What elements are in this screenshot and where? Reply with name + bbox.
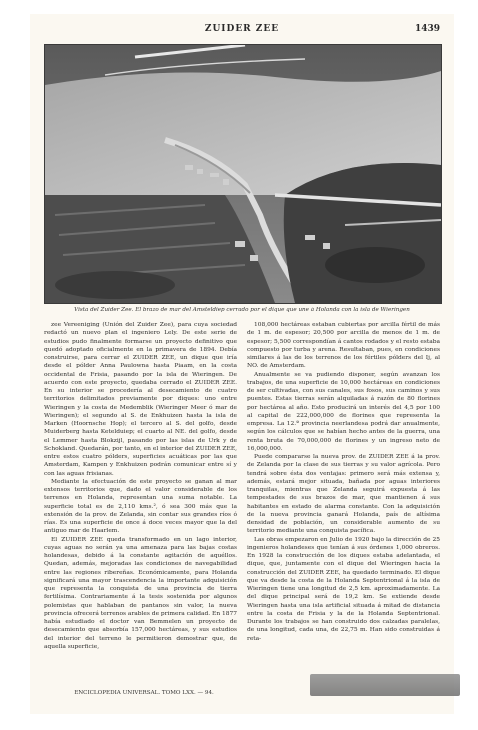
aerial-photograph: [44, 44, 442, 304]
paragraph: Las obras empezaron en Julio de 1920 bajo la dirección de 25 ingenieros holandeses que tenían á sus órdenes 1,000 obreros. En 1928 la construcción de los diques estaba adelantada, el dique, que, juntamente con el dique del Wieringen hacia la construcción del ZUIDER ZEE, ha quedado terminado. El dique que va desde la costa de la Holanda Septentrional á la isla de Wieringen tiene una longitud de 2,5 km. aproximadamente. La del dique principal será de 19,2 km. Se extiende desde Wieringen hasta una isla artificial situada á mitad de distancia entre la costa de Frisia y la de la Holanda Septentrional. Durante los trabajos se han construido dos calzadas paralelas, de una longitud, cada una, de 22,75 m. Han sido construidas á reta-: [247, 536, 440, 642]
paragraph: Puede compararse la nueva prov. de ZUIDER ZEE á la prov. de Zelanda por la clase de sus tierras y su valor agrícola. Pero tendrá sobre ésta dos ventajas: primero será más extensa y, además, estará mejor situada, bañada por aguas interiores tranquilas, mientras que Zelanda seguirá expuesta á las tempestades de sus brazos de mar, que mantienen á sus habitantes en estado de alarma constante. Con la adquisición de la nueva provincia ganará Holanda, país de altísima densidad de población, un considerable aumento de su territorio mediante una conquista pacífica.: [247, 454, 440, 535]
page-footer: ENCICLOPEDIA UNIVERSAL. TOMO LXX. — 94.: [74, 690, 214, 696]
aerial-photo-image: [45, 45, 441, 303]
paragraph: El ZUIDER ZEE queda transformado en un lago interior, cuyas aguas no serán ya una amenaza para las bajas costas holandesas, debido á la constante agitación de aquéllos. Quedan, además, mejoradas las condiciones de navegabilidad entre las regiones ribereñas. Económicamente, para Holanda significará una mayor trascendencia la importante adquisición que representa la conquista de una provincia de tierra fertilísima. Contrariamente á la tesis sostenida por algunos polemistas que hablaban de pantanos sin valor, la nueva provincia ofrecerá terrenos arables de primera calidad. En 1877 había estudiado el doctor van Bemmelen un proyecto de desecamiento que absorbía 157,000 hectáreas, y sus estudios del interior del terreno le permitieron demostrar que, de aquella superficie,: [44, 536, 237, 650]
page-header: [44, 24, 440, 40]
text-columns: [44, 321, 440, 685]
left-column: [44, 321, 237, 685]
watermark-banner: [310, 674, 460, 696]
encyclopedia-page: [30, 14, 454, 714]
figure-caption: Vista del Zuider Zee. El brazo de mar del Amsteldiep cerrado por el dique que une á Holanda con la isla de Wieringen: [74, 307, 410, 313]
paragraph: zee Vereeniging (Unión del Zuider Zee), para cuya sociedad redactó un nuevo plan el ingeniero Lely. De este serie de estudios pudo finalmente formarse un proyecto definitivo que quedó adoptado oficialmente en la primavera de 1894. Debía construirse, para cerrar el ZUIDER ZEE, un dique que iría desde el pólder Anna Paulowna hasta Piaam, en la costa occidental de Frisia, pasando por la isla de Wieringen. De acuerdo con este proyecto, quedaba cerrado el ZUIDER ZEE. En su interior se procedería al desecamiento de cuatro territorios delimitados previamente por diques: uno entre Wieringen y la costa de Medemblik (Wieringer Meer ó mar de Wieringen); el segundo al S. de Enkhuizen hasta la isla de Marken (Hoornsche Hop); el tercero al S. del golfo, desde Muiderberg hasta Ketelduiep; el cuarto al NE. del golfo, desde el Lemmer hasta Blokzijl, pasando por las islas de Urk y de Schokland. Quedarán, por tanto, en el interior del ZUIDER ZEE, entre estos cuatro pólders, superficies acuáticas por las que Amsterdam, Kampen y Enkhuizen podrán comunicar entre sí y con las aguas frisianas.: [44, 322, 237, 477]
running-head: ZUIDER ZEE: [204, 24, 280, 34]
right-column: [247, 321, 440, 685]
paragraph: 108,000 hectáreas estaban cubiertas por arcilla fértil de más de 1 m. de espesor; 20,500 por arcilla de menos de 1 m. de espesor; 5,500 correspondían á cantos rodados y el resto estaba compuesto por turba y arena. Resultaban, pues, en condiciones similares á las de los terrenos de los fértiles pólders del Ij, al NO. de Amsterdam.: [247, 322, 440, 370]
paragraph: Mediante la efectuación de este proyecto se ganan al mar extensos territorios que, dado el valor considerable de los terrenos en Holanda, representan una suma notable. La superficie total es de 2,110 kms.², ó sea 300 más que la extensión de la prov. de Zelanda, sin contar sus grandes ríos ó rías. Es una superficie de once á doce veces mayor que la del antiguo mar de Haarlem.: [44, 478, 237, 535]
paragraph: Anualmente se va pudiendo disponer, según avanzan los trabajos, de una superficie de 10,000 hectáreas en condiciones de ser cultivadas, con sus canales, sus fosos, sus caminos y sus puentes. Estas tierras serán alquiladas á razón de 80 florines por hectárea al año. Esto producirá un interés del 4,5 por 100 al capital de 222,000,000 de florines que representa la empresa. La 12.ª provincia neerlandesa podrá dar anualmente, según los cálculos que se habían hecho antes de la guerra, una renta bruta de 70,000,000 de florines y un ingreso neto de 16,000,000.: [247, 371, 440, 452]
page-number: 1439: [414, 24, 440, 34]
